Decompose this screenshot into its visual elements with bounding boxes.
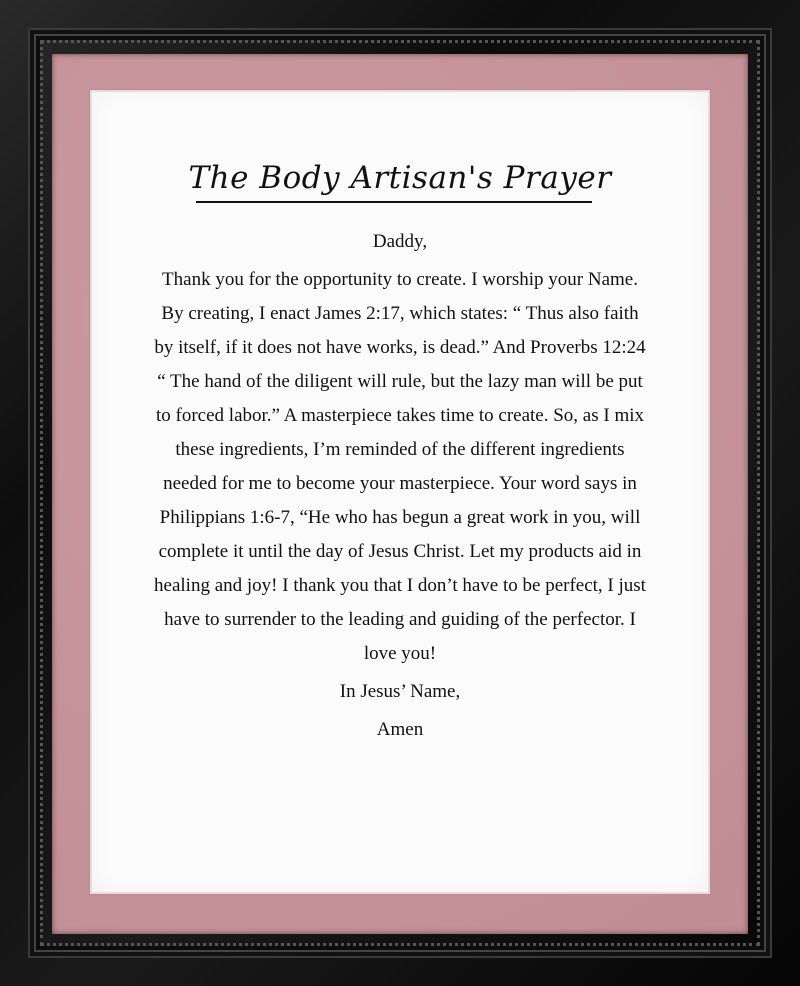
- prayer-title: The Body Artisan's Prayer: [188, 160, 612, 196]
- title-underline: [196, 201, 592, 203]
- prayer-text: [150, 225, 650, 747]
- closing-line: In Jesus’ Name,: [339, 681, 461, 702]
- salutation: Daddy,: [372, 231, 428, 252]
- signoff: Amen: [376, 719, 424, 740]
- prayer-body: Thank you for the opportunity to create. I worship your Name. By creating, I enact James 2:17, which states: “ Thus also faith by itself, if it does not have works, is dead.” And Proverbs 12:24 “ The hand of the diligent will rule, but the lazy man will be put to forced labor.” A masterpiece takes time to create. So, as I mix these ingredients, I’m reminded of the different ingredients needed for me to become your masterpiece. Your word says in Philippians 1:6-7, “He who has begun a great work in you, will complete it until the day of Jesus Christ. Let my products aid in healing and joy! I thank you that I don’t have to be perfect, I just have to surrender to the leading and guiding of the perfector. I love you!: [154, 269, 646, 664]
